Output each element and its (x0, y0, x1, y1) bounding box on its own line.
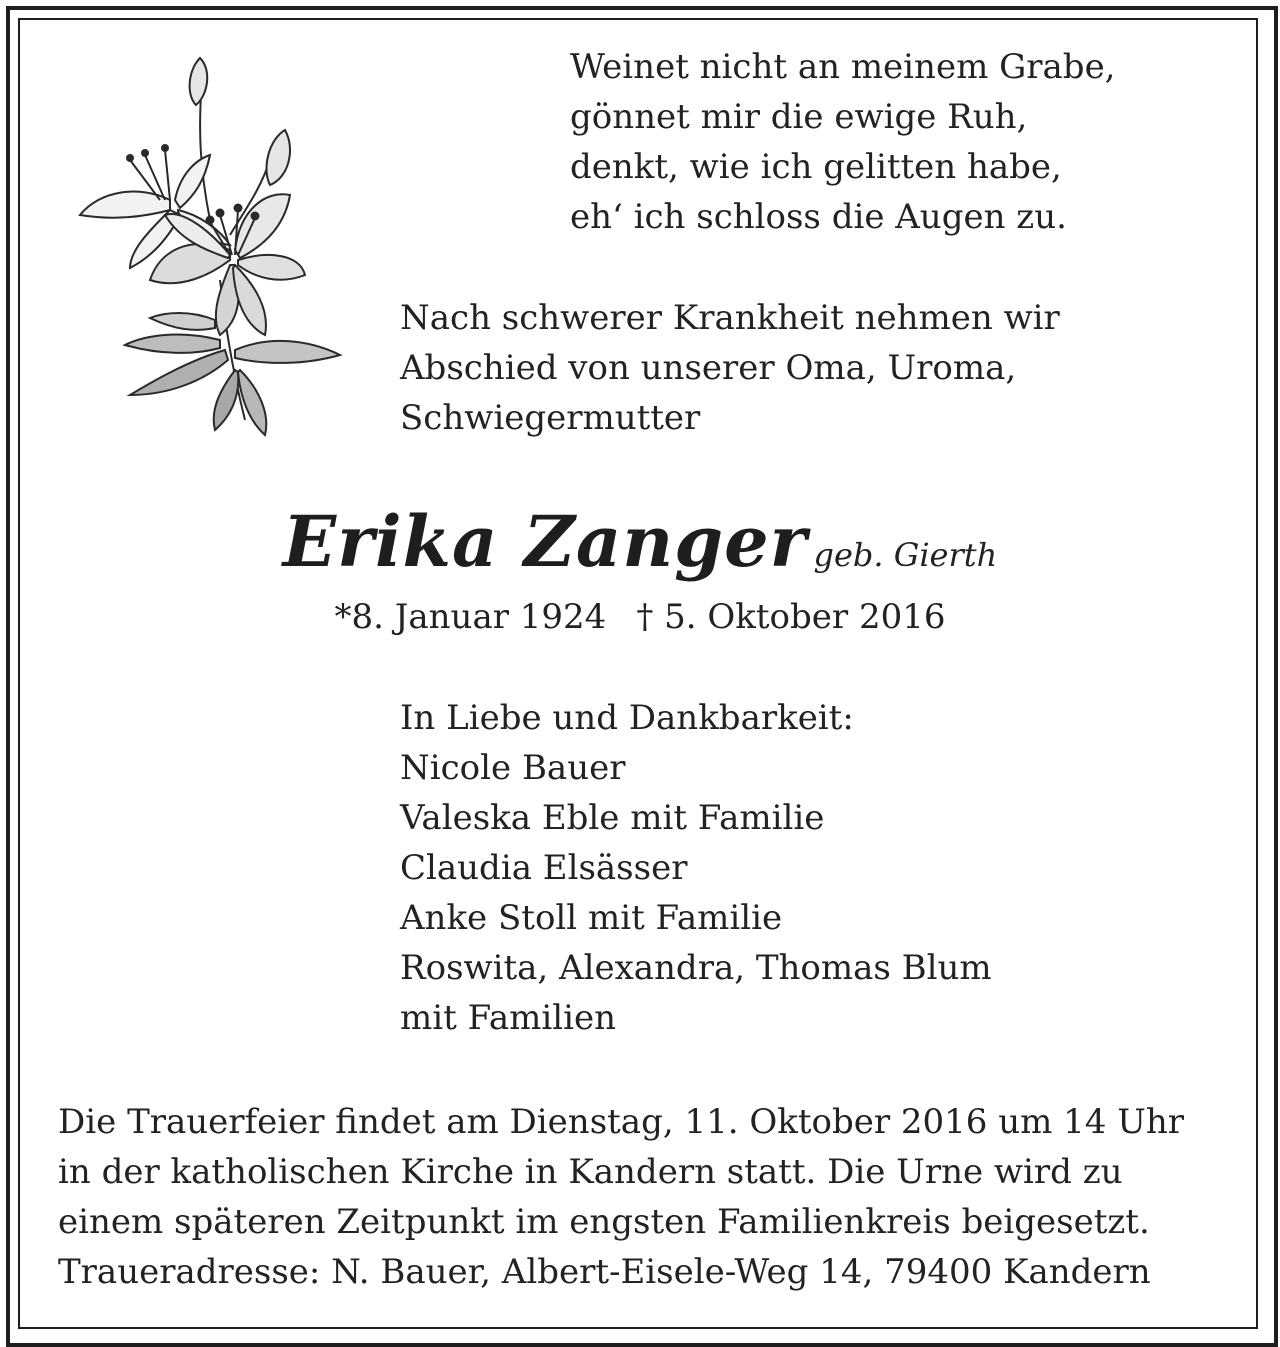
ceremony-line: Traueradresse: N. Bauer, Albert-Eisele-Weg 14, 79400 Kandern (58, 1252, 1151, 1292)
mourner-line: Anke Stoll mit Familie (400, 898, 783, 938)
mourner-line: Claudia Elsässer (400, 848, 688, 888)
ceremony-line: in der katholischen Kirche in Kandern statt. Die Urne wird zu (58, 1152, 1123, 1192)
birth-name: geb. Gierth (813, 536, 998, 574)
mourners-list (400, 693, 992, 1043)
ceremony-info (58, 1097, 1184, 1297)
intro-line: Abschied von unserer Oma, Uroma, (400, 348, 1017, 388)
life-dates (0, 592, 1280, 642)
ceremony-line: einem späteren Zeitpunkt im engsten Familienkreis beigesetzt. (58, 1202, 1150, 1242)
intro-line: Nach schwerer Krankheit nehmen wir (400, 298, 1060, 338)
deceased-name: Erika Zanger (282, 500, 808, 583)
poem-line: denkt, wie ich gelitten habe, (570, 147, 1062, 187)
birth-date: *8. Januar 1924 (334, 597, 607, 637)
death-date: † 5. Oktober 2016 (636, 597, 946, 637)
mourner-line: Nicole Bauer (400, 748, 626, 788)
ceremony-line: Die Trauerfeier findet am Dienstag, 11. Oktober 2016 um 14 Uhr (58, 1102, 1185, 1142)
mourner-line: In Liebe und Dankbarkeit: (400, 698, 854, 738)
poem-verse (570, 42, 1116, 242)
poem-line: Weinet nicht an meinem Grabe, (570, 47, 1116, 87)
intro-line: Schwiegermutter (400, 398, 701, 438)
mourner-line: Valeska Eble mit Familie (400, 798, 825, 838)
mourner-line: Roswita, Alexandra, Thomas Blum (400, 948, 992, 988)
poem-line: gönnet mir die ewige Ruh, (570, 97, 1028, 137)
deceased-name-row (0, 500, 1280, 583)
mourner-line: mit Familien (400, 998, 617, 1038)
poem-line: eh‘ ich schloss die Augen zu. (570, 197, 1067, 237)
lily-flower-icon (70, 50, 360, 440)
intro-text (400, 293, 1060, 443)
